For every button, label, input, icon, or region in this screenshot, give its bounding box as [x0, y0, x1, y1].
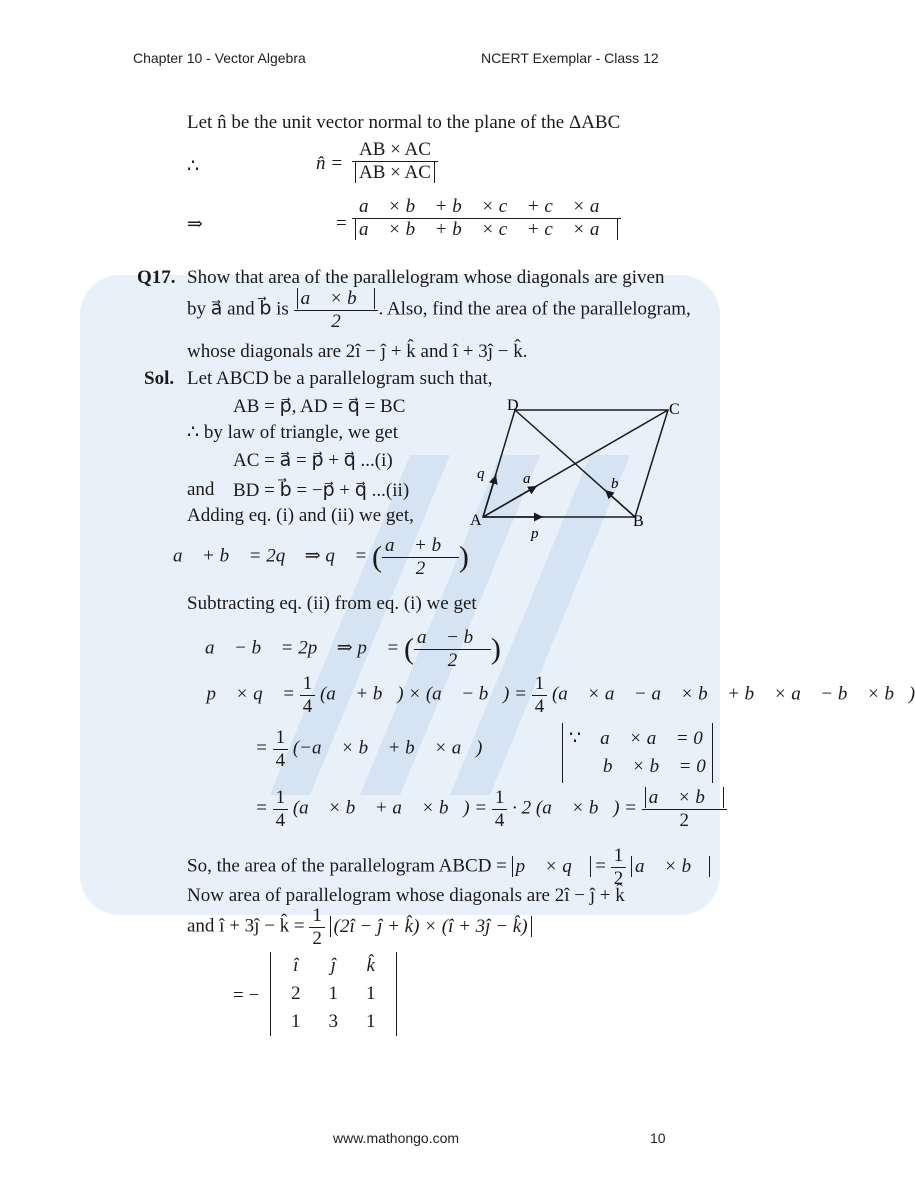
p-cross-q: p⃗ × q⃗ [512, 856, 591, 877]
fraction-numerator: 1 [492, 787, 508, 810]
determinant-prefix: = − [233, 985, 260, 1006]
solution-line-5: BD = b⃗ = −p⃗ + q⃗ ...(ii) [233, 480, 410, 501]
equals-sign: = [336, 213, 347, 234]
determinant-matrix [270, 952, 397, 1036]
solution-label: Sol. [144, 368, 175, 389]
paren-open: ( [372, 540, 382, 574]
header-book: NCERT Exemplar - Class 12 [481, 50, 659, 66]
solution-line-14: Now area of parallelogram whose diagonals are 2î − ĵ + k̂ [187, 885, 625, 906]
nhat-fraction [352, 139, 438, 184]
solution-line-11 [255, 727, 482, 772]
because-bracket [562, 723, 713, 783]
solution-line-1: Let ABCD be a parallelogram such that, [187, 368, 493, 389]
header-chapter: Chapter 10 - Vector Algebra [133, 50, 306, 66]
fraction-numerator: a⃗ × b⃗ [645, 787, 724, 808]
fraction-numerator: a⃗ × b⃗ [297, 288, 376, 309]
question-line-1: Show that area of the parallelogram whose diagonals are given [187, 267, 665, 288]
solution-line-9 [205, 627, 501, 672]
solution-line-5-and: and [187, 479, 215, 500]
vector-fraction [352, 196, 621, 241]
fraction-denominator: a⃗ × b⃗ + b⃗ × c⃗ + c⃗ × a⃗ [355, 219, 618, 240]
fraction-denominator: 4 [275, 809, 286, 831]
solution-line-12 [255, 787, 727, 832]
vector-p-label: p⃗ [531, 526, 551, 542]
solution-line-2: AB = p⃗, AD = q⃗ = BC [233, 396, 406, 417]
fraction-denominator: 2 [415, 557, 426, 579]
area-statement: So, the area of the parallelogram ABCD = [187, 855, 507, 877]
fraction-denominator: 4 [302, 695, 313, 717]
matrix-cell: î [293, 955, 299, 976]
parallelogram-diagram [465, 395, 690, 545]
fraction-denominator: 2 [331, 310, 341, 332]
fraction-denominator: 4 [534, 695, 545, 717]
matrix-cell: 1 [366, 1011, 376, 1032]
unit-normal-statement: Let n̂ be the unit vector normal to the plane of the ΔABC [187, 112, 621, 133]
paren-close: ) [458, 540, 469, 574]
solution-line-13 [187, 845, 710, 890]
solution-line-12-middle: · 2 (a⃗ × b⃗) = [512, 797, 637, 819]
fraction-denominator: 2 [312, 927, 322, 949]
equals-sign: = [255, 797, 268, 819]
fraction-numerator: 1 [273, 787, 289, 810]
question-line-2-start: by a⃗ and b⃗ is [187, 298, 289, 320]
fraction-numerator: 1 [309, 905, 325, 928]
footer-url: www.mathongo.com [333, 1130, 460, 1146]
equals-sign: = [255, 737, 268, 759]
fraction-numerator: AB × AC [352, 139, 438, 162]
vector-a-label: a⃗ [523, 471, 543, 487]
fraction-numerator: a⃗ − b⃗ [414, 627, 491, 650]
fraction-denominator: 4 [275, 749, 286, 771]
question-line-3: whose diagonals are 2î − ĵ + k̂ and î + 3ĵ − k̂. [187, 341, 528, 362]
vertex-d-label: D [507, 397, 519, 414]
fraction-numerator: a⃗ + b⃗ [382, 535, 459, 558]
fraction-denominator: 2 [447, 649, 458, 671]
arrow-b [605, 490, 635, 517]
fraction-numerator: a⃗ × b⃗ + b⃗ × c⃗ + c⃗ × a⃗ [352, 196, 621, 219]
matrix-cell: 1 [366, 983, 376, 1004]
solution-line-11-expr: (−a⃗ × b⃗ + b⃗ × a⃗) [292, 737, 483, 759]
fraction-numerator: 1 [532, 673, 548, 696]
question-line-2 [187, 288, 691, 333]
page-number: 10 [650, 1130, 666, 1146]
matrix-cell: 1 [291, 1011, 301, 1032]
solution-line-9-start: a⃗ − b⃗ = 2p⃗ ⇒ p⃗ = [205, 637, 400, 659]
fraction-denominator: 2 [613, 867, 624, 889]
paren-open: ( [404, 632, 414, 666]
vector-b-label: b⃗ [611, 476, 631, 492]
vertex-c-label: C [669, 401, 680, 418]
a-cross-b: a⃗ × b⃗ [631, 856, 710, 877]
question-number: Q17. [137, 267, 176, 288]
matrix-cell: 3 [328, 1011, 338, 1032]
solution-line-12-start: (a⃗ × b⃗ + a⃗ × b⃗) = [292, 797, 488, 819]
solution-line-10-end: (a⃗ × a⃗ − a⃗ × b⃗ + b⃗ × a⃗ − b⃗ × b⃗) [551, 683, 915, 705]
condition-1: a⃗ × a⃗ = 0 [600, 728, 703, 749]
fraction-numerator: 1 [273, 727, 289, 750]
solution-line-15-start: and î + 3ĵ − k̂ = [187, 915, 305, 937]
therefore-symbol: ∴ [187, 156, 200, 177]
solution-line-10-start: ∴ p⃗ × q⃗ = [187, 683, 295, 705]
solution-line-10 [187, 673, 915, 718]
solution-line-4: AC = a⃗ = p⃗ + q⃗ ...(i) [233, 450, 393, 471]
fraction-numerator: 1 [300, 673, 316, 696]
question-line-2-end: . Also, find the area of the parallelogram, [378, 298, 691, 320]
fraction-denominator: 2 [679, 809, 689, 831]
matrix-cell: ĵ [330, 955, 336, 976]
matrix-cell: k̂ [366, 955, 375, 976]
solution-line-8: Subtracting eq. (ii) from eq. (i) we get [187, 593, 477, 614]
solution-line-3: ∴ by law of triangle, we get [187, 422, 398, 443]
matrix-cell: 2 [291, 983, 301, 1004]
because-symbol: ∵ [569, 728, 582, 749]
vertex-a-label: A [470, 512, 482, 529]
implies-symbol: ⇒ [187, 214, 203, 235]
paren-close: ) [490, 632, 501, 666]
cross-product-magnitude: (2î − ĵ + k̂) × (î + 3ĵ − k̂) [330, 916, 532, 937]
solution-line-10-middle: (a⃗ + b⃗) × (a⃗ − b⃗) = [319, 683, 527, 705]
nhat-label: n̂ = [316, 153, 344, 174]
condition-2: b⃗ × b⃗ = 0 [603, 756, 706, 777]
determinant [270, 952, 397, 1036]
vector-q-label: q⃗ [477, 466, 497, 482]
matrix-cell: 1 [328, 983, 338, 1004]
fraction-denominator: 4 [494, 809, 505, 831]
fraction-denominator: AB × AC [355, 162, 435, 183]
solution-line-7 [173, 535, 469, 580]
vertex-b-label: B [633, 513, 644, 530]
solution-line-6: Adding eq. (i) and (ii) we get, [187, 505, 414, 526]
solution-line-15 [187, 905, 532, 950]
fraction-numerator: 1 [611, 845, 627, 868]
equals-sign: = [595, 855, 607, 877]
solution-line-7-start: a⃗ + b⃗ = 2q⃗ ⇒ q⃗ = [173, 545, 368, 567]
